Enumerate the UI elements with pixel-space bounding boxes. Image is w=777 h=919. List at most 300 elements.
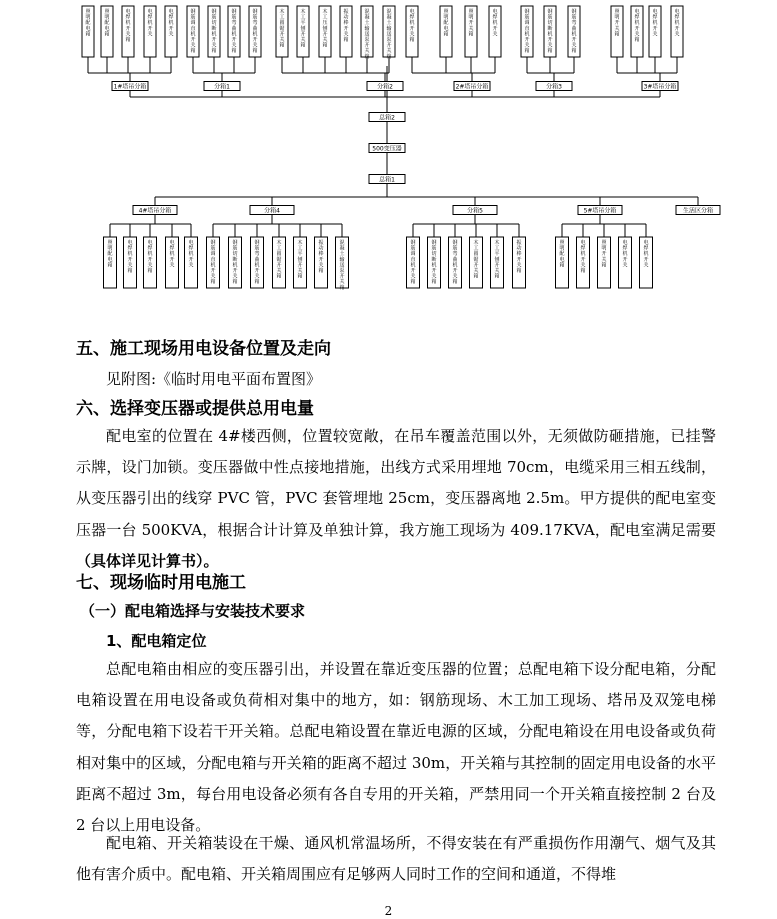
bottom-leaf-char: 箱 — [297, 273, 303, 280]
bottom-leaf-char: 机 — [188, 251, 194, 258]
top-leaf-char: 箱 — [104, 31, 110, 38]
bottom-leaf-char: 明 — [559, 245, 565, 252]
top-leaf-char: 箱 — [322, 42, 328, 49]
bottom-leaf-char: 平 — [297, 251, 303, 258]
top-leaf-char: 输 — [364, 25, 370, 32]
bottom-leaf-char: 箱 — [516, 268, 522, 274]
top-leaf-char: 调 — [190, 20, 196, 27]
section-7-paragraph-2: 配电箱、开关箱装设在干燥、通风机常温场所，不得安装在有严重损伤作用潮气、烟气及其他有害介质中。配电箱、开关箱周围应有足够两人同时工作的空间和通道，不得堆 — [76, 834, 716, 884]
top-leaf-char: 电 — [147, 9, 153, 15]
top-root-label: 总箱2 — [379, 114, 395, 122]
bottom-leaf-char: 筋 — [410, 245, 416, 252]
top-leaf-char: 钢 — [211, 9, 217, 15]
top-leaf-char: 开 — [279, 31, 285, 38]
top-leaf-char: 焊 — [652, 14, 658, 21]
top-leaf-char: 焊 — [674, 14, 680, 21]
bottom-leaf-char: 箱 — [559, 262, 565, 269]
top-leaf-char: 焊 — [147, 14, 153, 21]
top-leaf-char: 钢 — [190, 9, 196, 15]
top-leaf-char: 箱 — [343, 37, 349, 43]
section-7-subtitle-1: （一）配电箱选择与安装技术要求 — [80, 602, 306, 620]
top-leaf-char: 送 — [386, 31, 392, 38]
bottom-leaf-char: 机 — [169, 251, 175, 258]
top-leaf-char: 工 — [300, 14, 306, 21]
bottom-leaf-char: 箱 — [431, 279, 437, 286]
top-leaf-char: 钢 — [252, 9, 258, 15]
top-leaf-char: 箱 — [524, 48, 530, 55]
top-leaf-char: 电 — [125, 9, 131, 15]
section-5-note: 见附图:《临时用电平面布置图》 — [106, 370, 322, 388]
bottom-leaf-char: 机 — [232, 262, 238, 269]
bottom-leaf-char: 箱 — [339, 284, 345, 291]
bottom-leaf-char: 焊 — [622, 245, 628, 252]
top-leaf-char: 机 — [147, 20, 153, 27]
bottom-leaf-char: 圆 — [473, 251, 479, 258]
top-leaf-char: 钢 — [524, 9, 530, 15]
bottom-leaf-char: 木 — [297, 240, 303, 246]
top-leaf-char: 关 — [614, 25, 620, 32]
top-leaf-char: 关 — [524, 42, 530, 49]
top-leaf-char: 开 — [190, 37, 196, 43]
bottom-leaf-char: 木 — [473, 240, 479, 246]
top-leaf-char: 机 — [634, 20, 640, 27]
bottom-leaf-char: 断 — [232, 256, 238, 263]
top-leaf-char: 土 — [386, 20, 392, 27]
bottom-leaf-char: 开 — [452, 268, 458, 274]
bottom-leaf-char: 关 — [276, 268, 282, 274]
bottom-leaf-char: 关 — [147, 262, 153, 269]
top-leaf-char: 直 — [190, 25, 196, 32]
bottom-leaf-char: 焊 — [169, 245, 175, 252]
bottom-leaf-char: 箱 — [107, 262, 113, 269]
top-leaf-char: 关 — [468, 25, 474, 32]
section-7-subtitle-1-1: 1、配电箱定位 — [106, 632, 207, 650]
bottom-leaf-char: 直 — [410, 256, 416, 263]
top-leaf-char: 焊 — [125, 14, 131, 21]
bottom-leaf-char: 曲 — [254, 256, 260, 263]
bottom-leaf-char: 输 — [339, 256, 345, 263]
top-branch-label: 分箱2 — [377, 83, 393, 91]
top-leaf-char: 关 — [571, 42, 577, 49]
top-leaf-char: 筋 — [524, 14, 530, 21]
bottom-leaf-char: 关 — [188, 262, 194, 269]
top-leaf-char: 土 — [364, 20, 370, 27]
bottom-leaf-char: 箱 — [318, 268, 324, 274]
bottom-branch-label: 分箱4 — [264, 207, 280, 215]
top-leaf-char: 机 — [252, 31, 258, 38]
bottom-leaf-char: 箱 — [494, 273, 500, 280]
top-leaf-char: 关 — [211, 42, 217, 49]
top-leaf-char: 机 — [524, 31, 530, 38]
top-leaf-char: 调 — [524, 20, 530, 27]
power-distribution-diagram — [0, 0, 777, 300]
top-branch-label: 2#塔吊分箱 — [455, 83, 489, 91]
bottom-leaf-char: 泵 — [339, 268, 345, 274]
top-leaf-char: 关 — [652, 31, 658, 38]
bottom-leaf-char: 电 — [580, 240, 586, 246]
bottom-leaf-char: 振 — [516, 240, 522, 246]
top-leaf-char: 开 — [614, 20, 620, 27]
section-6-text: 配电室的位置在 4#楼西侧，位置较宽敞，在吊车覆盖范围以外，无须做防砸措施，已挂警示牌，设门加锁。变压器做中性点接地措施，出线方式采用埋地 70cm，电缆采用三相五线制，从变压器引出的线穿 PVC 管，PVC 套管埋地 25cm，变压器离地 2.5m。甲方提供的配电室变压器一台 500KVA，根据合计计算及单独计算，我方施工现场为 409.17KVA，配电室满足需要 — [76, 427, 716, 539]
top-leaf-char: 开 — [547, 37, 553, 43]
top-leaf-char: 关 — [300, 37, 306, 43]
bottom-leaf-char: 箱 — [580, 268, 586, 274]
top-leaf-char: 开 — [300, 31, 306, 38]
bottom-leaf-char: 照 — [107, 240, 113, 246]
bottom-leaf-char: 焊 — [643, 245, 649, 252]
bottom-leaf-char: 动 — [516, 245, 522, 252]
top-leaf-char: 机 — [652, 20, 658, 27]
top-leaf-char: 箱 — [300, 42, 306, 49]
top-leaf-char: 关 — [343, 31, 349, 38]
top-leaf-char: 钢 — [571, 9, 577, 15]
bottom-leaf-char: 工 — [473, 245, 479, 252]
bottom-leaf-char: 焊 — [188, 245, 194, 252]
top-leaf-char: 明 — [468, 14, 474, 21]
top-leaf-char: 开 — [147, 25, 153, 32]
top-leaf-char: 电 — [443, 25, 449, 32]
bottom-leaf-char: 调 — [210, 251, 216, 258]
bottom-leaf-char: 关 — [473, 268, 479, 274]
top-leaf-char: 木 — [300, 9, 306, 15]
bottom-leaf-char: 关 — [210, 273, 216, 280]
top-leaf-char: 关 — [409, 31, 415, 38]
bottom-leaf-char: 棒 — [318, 251, 324, 258]
top-leaf-char: 机 — [547, 31, 553, 38]
top-leaf-char: 关 — [252, 42, 258, 49]
bottom-leaf-char: 凝 — [339, 245, 345, 252]
top-leaf-char: 断 — [211, 25, 217, 32]
top-leaf-char: 泵 — [386, 37, 392, 43]
top-leaf-char: 送 — [364, 31, 370, 38]
top-leaf-char: 箱 — [85, 31, 91, 38]
top-leaf-char: 曲 — [252, 25, 258, 32]
top-leaf-char: 木 — [322, 9, 328, 15]
top-leaf-char: 关 — [386, 48, 392, 55]
bottom-leaf-char: 工 — [297, 245, 303, 252]
bottom-leaf-char: 机 — [410, 262, 416, 269]
bottom-leaf-char: 开 — [473, 262, 479, 269]
bottom-leaf-char: 电 — [107, 256, 113, 263]
top-leaf-char: 箱 — [279, 42, 285, 49]
bottom-branch-label: 生活区分箱 — [682, 207, 714, 215]
top-leaf-char: 钢 — [231, 9, 237, 15]
section-6-title: 六、选择变压器或提供总用电量 — [76, 399, 314, 419]
top-leaf-char: 筋 — [547, 14, 553, 21]
bottom-leaf-char: 关 — [580, 262, 586, 269]
bottom-leaf-char: 开 — [410, 268, 416, 274]
bottom-leaf-char: 锯 — [473, 256, 479, 263]
top-leaf-char: 开 — [125, 25, 131, 32]
bottom-leaf-char: 切 — [431, 251, 437, 258]
bottom-leaf-char: 切 — [232, 251, 238, 258]
bottom-leaf-char: 筋 — [210, 245, 216, 252]
top-leaf-char: 开 — [168, 25, 174, 32]
top-leaf-char: 箱 — [211, 48, 217, 55]
top-leaf-char: 曲 — [231, 25, 237, 32]
bottom-leaf-char: 机 — [147, 251, 153, 258]
top-leaf-char: 开 — [409, 25, 415, 32]
bottom-leaf-char: 电 — [643, 240, 649, 246]
section-5-title: 五、施工现场用电设备位置及走向 — [76, 339, 331, 359]
top-leaf-char: 关 — [279, 37, 285, 43]
top-leaf-char: 机 — [125, 20, 131, 27]
top-leaf-char: 凝 — [364, 14, 370, 21]
bottom-root-label: 总箱1 — [379, 176, 395, 184]
top-leaf-char: 箱 — [468, 31, 474, 38]
top-leaf-char: 开 — [674, 25, 680, 32]
bottom-leaf-char: 开 — [494, 262, 500, 269]
bottom-leaf-char: 电 — [188, 240, 194, 246]
top-leaf-char: 机 — [211, 31, 217, 38]
top-leaf-char: 关 — [147, 31, 153, 38]
top-leaf-char: 明 — [443, 14, 449, 21]
top-leaf-char: 筋 — [252, 14, 258, 21]
bottom-leaf-char: 工 — [494, 245, 500, 252]
bottom-leaf-char: 箱 — [452, 279, 458, 286]
bottom-leaf-char: 照 — [559, 240, 565, 246]
bottom-leaf-char: 筋 — [254, 245, 260, 252]
bottom-leaf-char: 焊 — [580, 245, 586, 252]
bottom-leaf-char: 箱 — [473, 273, 479, 280]
bottom-leaf-char: 直 — [210, 256, 216, 263]
top-leaf-char: 机 — [492, 20, 498, 27]
bottom-leaf-char: 圆 — [276, 251, 282, 258]
top-branch-label: 分箱1 — [214, 83, 230, 91]
bottom-leaf-char: 关 — [431, 273, 437, 280]
top-leaf-char: 棒 — [343, 20, 349, 27]
top-leaf-char: 焊 — [409, 14, 415, 21]
top-leaf-char: 筋 — [231, 14, 237, 21]
bottom-leaf-char: 开 — [297, 262, 303, 269]
top-leaf-char: 切 — [211, 20, 217, 27]
top-leaf-char: 箱 — [443, 31, 449, 38]
top-leaf-char: 开 — [364, 42, 370, 49]
top-leaf-char: 圆 — [279, 20, 285, 27]
bottom-leaf-char: 焊 — [127, 245, 133, 252]
bottom-leaf-char: 箱 — [276, 273, 282, 280]
bottom-branch-label: 5#塔吊分箱 — [583, 207, 617, 215]
top-leaf-char: 明 — [614, 14, 620, 21]
bottom-leaf-char: 配 — [107, 251, 113, 258]
bottom-leaf-char: 开 — [580, 256, 586, 263]
top-leaf-char: 配 — [85, 20, 91, 27]
bottom-leaf-char: 钢 — [410, 240, 416, 246]
top-leaf-char: 电 — [409, 9, 415, 15]
bottom-leaf-char: 电 — [559, 256, 565, 263]
bottom-leaf-char: 棒 — [516, 251, 522, 258]
top-leaf-char: 照 — [104, 9, 110, 15]
top-leaf-char: 开 — [492, 25, 498, 32]
top-leaf-char: 开 — [252, 37, 258, 43]
bottom-leaf-char: 开 — [188, 256, 194, 263]
top-leaf-char: 照 — [443, 9, 449, 15]
bottom-leaf-char: 关 — [169, 262, 175, 269]
bottom-leaf-char: 断 — [431, 256, 437, 263]
top-leaf-char: 刨 — [322, 25, 328, 32]
top-leaf-char: 机 — [674, 20, 680, 27]
bottom-leaf-char: 关 — [127, 262, 133, 269]
top-leaf-char: 电 — [85, 25, 91, 32]
top-leaf-char: 输 — [386, 25, 392, 32]
top-leaf-char: 开 — [468, 20, 474, 27]
bottom-branch-label: 4#塔吊分箱 — [138, 207, 172, 215]
top-leaf-char: 开 — [571, 37, 577, 43]
top-leaf-char: 开 — [322, 31, 328, 38]
bottom-leaf-char: 电 — [622, 240, 628, 246]
bottom-leaf-char: 焊 — [147, 245, 153, 252]
top-leaf-char: 照 — [614, 9, 620, 15]
bottom-leaf-char: 箱 — [127, 268, 133, 274]
top-leaf-char: 关 — [674, 31, 680, 38]
bottom-leaf-char: 关 — [494, 268, 500, 274]
bottom-leaf-char: 开 — [431, 268, 437, 274]
transformer-label: 500变压器 — [372, 145, 402, 153]
top-leaf-char: 配 — [443, 20, 449, 27]
bottom-leaf-char: 开 — [643, 256, 649, 263]
bottom-leaf-char: 箱 — [232, 279, 238, 286]
top-leaf-char: 平 — [300, 20, 306, 27]
top-leaf-char: 开 — [634, 25, 640, 32]
bottom-leaf-char: 筋 — [431, 245, 437, 252]
bottom-leaf-char: 刨 — [297, 256, 303, 263]
top-leaf-char: 关 — [231, 42, 237, 49]
top-leaf-char: 曲 — [571, 25, 577, 32]
bottom-leaf-char: 关 — [601, 256, 607, 263]
bottom-leaf-char: 关 — [339, 279, 345, 286]
bottom-leaf-char: 开 — [254, 268, 260, 274]
bottom-leaf-char: 开 — [339, 273, 345, 280]
top-leaf-char: 切 — [547, 20, 553, 27]
top-leaf-char: 筋 — [211, 14, 217, 21]
top-leaf-char: 箱 — [634, 37, 640, 43]
bottom-leaf-char: 平 — [494, 251, 500, 258]
bottom-leaf-char: 工 — [276, 245, 282, 252]
bottom-leaf-char: 开 — [210, 268, 216, 274]
top-leaf-char: 直 — [524, 25, 530, 32]
bottom-leaf-char: 机 — [452, 262, 458, 269]
top-leaf-char: 关 — [190, 42, 196, 49]
top-leaf-char: 箱 — [614, 31, 620, 38]
bottom-leaf-char: 明 — [601, 245, 607, 252]
bottom-leaf-char: 箱 — [601, 262, 607, 269]
bottom-leaf-char: 刨 — [494, 256, 500, 263]
bottom-leaf-char: 开 — [601, 251, 607, 258]
bottom-leaf-char: 开 — [232, 268, 238, 274]
bottom-leaf-char: 关 — [452, 273, 458, 280]
bottom-leaf-char: 关 — [643, 262, 649, 269]
top-leaf-char: 断 — [547, 25, 553, 32]
top-leaf-char: 开 — [386, 42, 392, 49]
bottom-leaf-char: 锯 — [276, 256, 282, 263]
bottom-leaf-char: 开 — [622, 256, 628, 263]
bottom-leaf-char: 开 — [318, 256, 324, 263]
bottom-leaf-char: 钢 — [431, 240, 437, 246]
top-leaf-char: 电 — [104, 25, 110, 32]
top-leaf-char: 焊 — [634, 14, 640, 21]
bottom-leaf-char: 开 — [169, 256, 175, 263]
top-leaf-char: 开 — [231, 37, 237, 43]
top-leaf-char: 开 — [524, 37, 530, 43]
top-leaf-char: 弯 — [231, 20, 237, 27]
bottom-leaf-char: 木 — [494, 240, 500, 246]
bottom-leaf-char: 钢 — [452, 240, 458, 246]
top-leaf-char: 电 — [634, 9, 640, 15]
top-leaf-char: 机 — [571, 31, 577, 38]
bottom-leaf-char: 钢 — [254, 240, 260, 246]
top-leaf-char: 照 — [85, 9, 91, 15]
bottom-branch-label: 分箱5 — [467, 207, 483, 215]
bottom-leaf-char: 关 — [318, 262, 324, 269]
page-number: 2 — [384, 904, 393, 918]
top-branch-label: 1#塔吊分箱 — [113, 83, 147, 91]
bottom-leaf-char: 开 — [516, 256, 522, 263]
top-leaf-char: 混 — [364, 9, 370, 15]
section-7-title: 七、现场临时用电施工 — [76, 573, 246, 593]
bottom-leaf-char: 筋 — [452, 245, 458, 252]
top-leaf-char: 关 — [547, 42, 553, 49]
top-leaf-char: 关 — [125, 31, 131, 38]
top-leaf-char: 焊 — [492, 14, 498, 21]
bottom-leaf-char: 机 — [127, 251, 133, 258]
bottom-leaf-char: 土 — [339, 251, 345, 258]
bottom-leaf-char: 混 — [339, 240, 345, 246]
top-leaf-char: 焊 — [168, 14, 174, 21]
bottom-leaf-char: 机 — [431, 262, 437, 269]
top-leaf-char: 关 — [634, 31, 640, 38]
top-leaf-char: 箱 — [547, 48, 553, 55]
section-6-bold-note: （具体详见计算书）。 — [76, 551, 219, 570]
bottom-leaf-char: 机 — [210, 262, 216, 269]
top-leaf-char: 箱 — [190, 48, 196, 55]
top-leaf-char: 振 — [343, 9, 349, 15]
top-leaf-char: 箱 — [571, 48, 577, 55]
top-leaf-char: 开 — [343, 25, 349, 32]
section-7-paragraph-1: 总配电箱由相应的变压器引出，并设置在靠近变压器的位置；总配电箱下设分配电箱，分配电箱设置在用电设备或负荷相对集中的地方，如：钢筋现场、木工加工现场、塔吊及双笼电梯等，分配电箱下设若干开关箱。总配电箱设置在靠近电源的区域，分配电箱设在用电设备或负荷相对集中的区域，分配电箱与开关箱的距离不超过 30m，开关箱与其控制的固定用电设备的水平距离不超过 3m，每台用电设备必须有各自专用的开关箱，严禁用同一个开关箱直接控制 2 台及 2 台以上用电设备。 — [76, 660, 716, 835]
top-leaf-char: 箱 — [231, 48, 237, 55]
bottom-leaf-char: 箱 — [210, 279, 216, 286]
bottom-leaf-char: 钢 — [232, 240, 238, 246]
bottom-leaf-char: 弯 — [452, 251, 458, 258]
top-leaf-char: 泵 — [364, 37, 370, 43]
top-leaf-char: 机 — [409, 20, 415, 27]
bottom-leaf-char: 机 — [622, 251, 628, 258]
top-leaf-char: 电 — [674, 9, 680, 15]
top-leaf-char: 弯 — [571, 20, 577, 27]
top-leaf-char: 配 — [104, 20, 110, 27]
bottom-leaf-char: 送 — [339, 262, 345, 269]
top-leaf-char: 工 — [322, 14, 328, 21]
top-branch-label: 分箱3 — [546, 83, 562, 91]
top-leaf-char: 关 — [322, 37, 328, 43]
bottom-leaf-char: 关 — [232, 273, 238, 280]
bottom-leaf-char: 机 — [254, 262, 260, 269]
bottom-leaf-char: 调 — [410, 251, 416, 258]
bottom-leaf-char: 配 — [559, 251, 565, 258]
top-leaf-char: 凝 — [386, 14, 392, 21]
top-leaf-char: 工 — [279, 14, 285, 21]
top-leaf-char: 机 — [190, 31, 196, 38]
bottom-leaf-char: 动 — [318, 245, 324, 252]
top-leaf-char: 压 — [322, 20, 328, 27]
bottom-leaf-char: 电 — [169, 240, 175, 246]
top-leaf-char: 弯 — [252, 20, 258, 27]
bottom-leaf-char: 关 — [622, 262, 628, 269]
bottom-leaf-char: 筋 — [232, 245, 238, 252]
bottom-leaf-char: 箱 — [410, 279, 416, 286]
top-leaf-char: 筋 — [190, 14, 196, 21]
bottom-leaf-char: 电 — [147, 240, 153, 246]
